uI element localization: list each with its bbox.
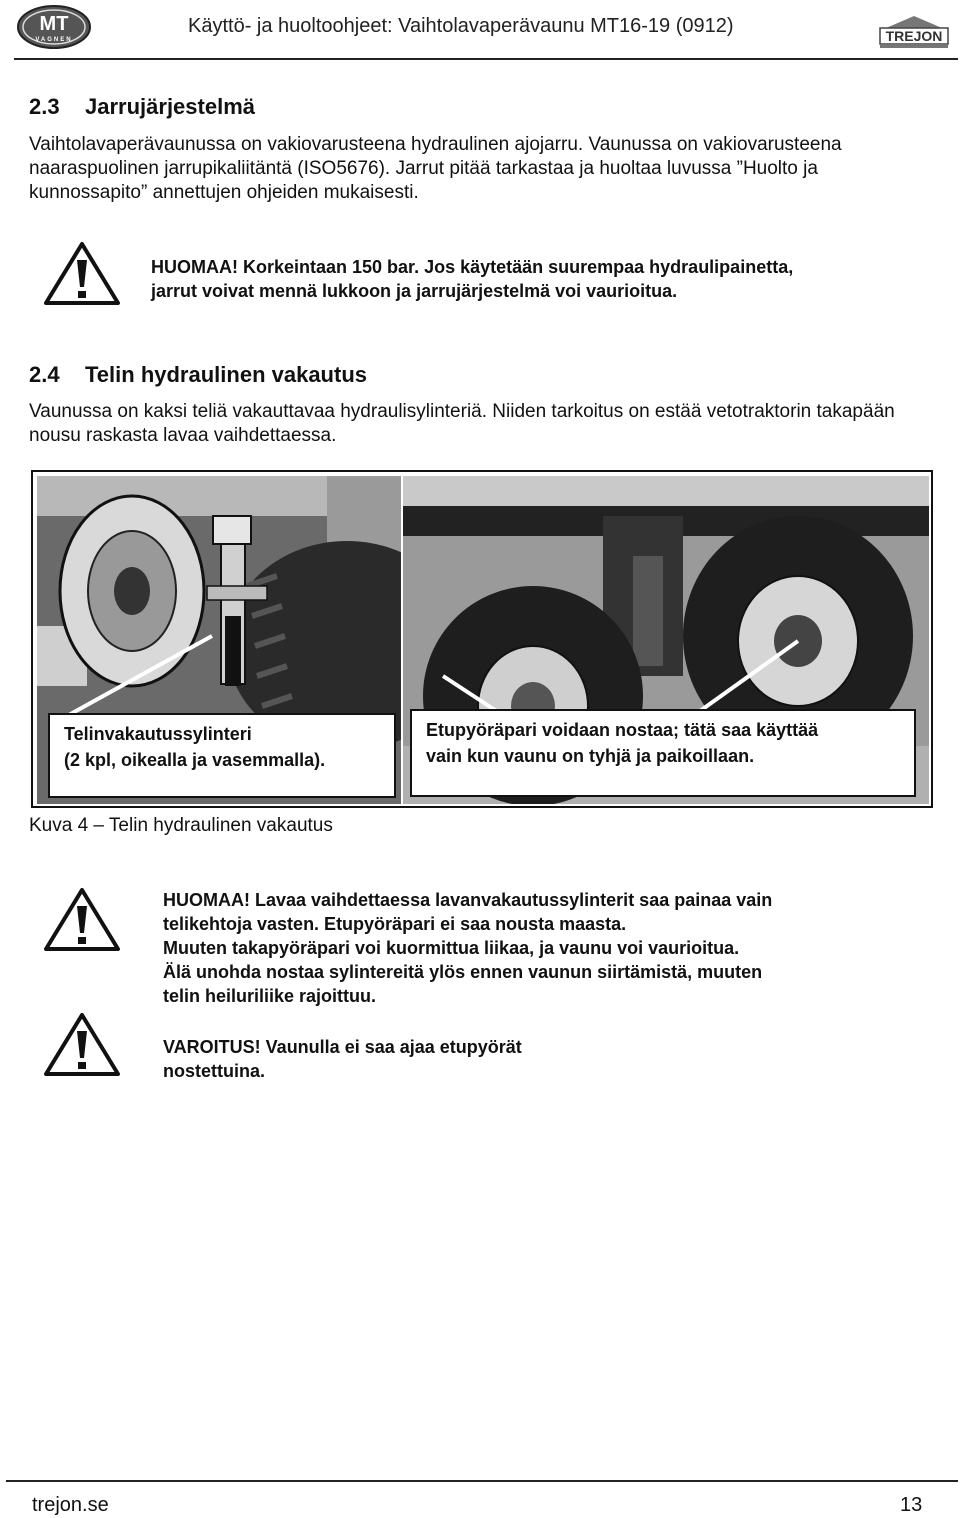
callout-stabilizer-cylinder bbox=[48, 713, 396, 798]
svg-text:MT: MT bbox=[39, 13, 69, 35]
callout-line: vain kun vaunu on tyhjä ja paikoillaan. bbox=[426, 746, 755, 766]
svg-text:TREJON: TREJON bbox=[885, 28, 943, 44]
figure-bogie-stabilization bbox=[31, 470, 933, 808]
section-heading-2-3 bbox=[29, 94, 255, 120]
brake-pressure-warning bbox=[151, 255, 931, 303]
warning-triangle-icon bbox=[43, 886, 121, 952]
warning-line: HUOMAA! Lavaa vaihdettaessa lavanvakautussylinterit saa painaa vain bbox=[163, 890, 773, 910]
warning-line: jarrut voivat mennä lukkoon ja jarrujärjestelmä voi vaurioitua. bbox=[151, 281, 678, 301]
callout-line: (2 kpl, oikealla ja vasemmalla). bbox=[64, 750, 326, 770]
section-heading-2-4 bbox=[29, 362, 367, 388]
warning-triangle-icon bbox=[43, 1011, 121, 1077]
lifted-axle-driving-warning bbox=[163, 1035, 683, 1083]
stabilizer-warning bbox=[163, 888, 923, 1008]
bogie-paragraph: Vaunussa on kaksi teliä vakauttavaa hydraulisylinteriä. Niiden tarkoitus on estää vetotraktorin takapään nousu raskasta lavaa vaihdettaessa. bbox=[29, 401, 895, 446]
mt-vagnen-logo bbox=[16, 4, 92, 50]
figure-caption: Kuva 4 – Telin hydraulinen vakautus bbox=[29, 815, 333, 836]
section-number: 2.4 bbox=[29, 362, 60, 387]
section-number: 2.3 bbox=[29, 94, 60, 119]
warning-line: telin heiluriliike rajoittuu. bbox=[163, 986, 377, 1006]
warning-triangle-icon bbox=[43, 240, 121, 306]
svg-text:VAGNEN: VAGNEN bbox=[35, 37, 73, 43]
trejon-logo bbox=[878, 14, 950, 50]
callout-line: Etupyöräpari voidaan nostaa; tätä saa käyttää bbox=[426, 720, 819, 740]
photo-stabilizer-cylinder bbox=[37, 476, 401, 804]
page-number: 13 bbox=[900, 1494, 923, 1516]
warning-line: Älä unohda nostaa sylintereitä ylös ennen vaunun siirtämistä, muuten bbox=[163, 962, 763, 982]
header-title: Käyttö- ja huoltoohjeet: Vaihtolavaperävaunu MT16-19 (0912) bbox=[188, 15, 734, 37]
section-title: Telin hydraulinen vakautus bbox=[85, 362, 367, 387]
footer-divider bbox=[6, 1480, 958, 1482]
footer-site: trejon.se bbox=[32, 1494, 109, 1516]
warning-line: telikehtoja vasten. Etupyöräpari ei saa nousta maasta. bbox=[163, 914, 627, 934]
callout-front-axle-lift bbox=[410, 709, 916, 797]
warning-line: Muuten takapyöräpari voi kuormittua liikaa, ja vaunu voi vaurioitua. bbox=[163, 938, 740, 958]
header-divider bbox=[14, 58, 958, 60]
warning-line: HUOMAA! Korkeintaan 150 bar. Jos käytetään suurempaa hydraulipainetta, bbox=[151, 257, 794, 277]
section-title: Jarrujärjestelmä bbox=[85, 94, 255, 119]
callout-line: Telinvakautussylinteri bbox=[64, 724, 252, 744]
warning-line: VAROITUS! Vaunulla ei saa ajaa etupyörät bbox=[163, 1037, 522, 1057]
warning-line: nostettuina. bbox=[163, 1061, 265, 1081]
brakes-paragraph: Vaihtolavaperävaunussa on vakiovarusteena hydraulinen ajojarru. Vaunussa on vakiovarusteena naaraspuolinen jarrupikaliitäntä (ISO5676). Jarrut pitää tarkastaa ja huoltaa luvussa ”Huolto ja kunnossapito” annettujen ohjeiden mukaisesti. bbox=[29, 134, 842, 203]
